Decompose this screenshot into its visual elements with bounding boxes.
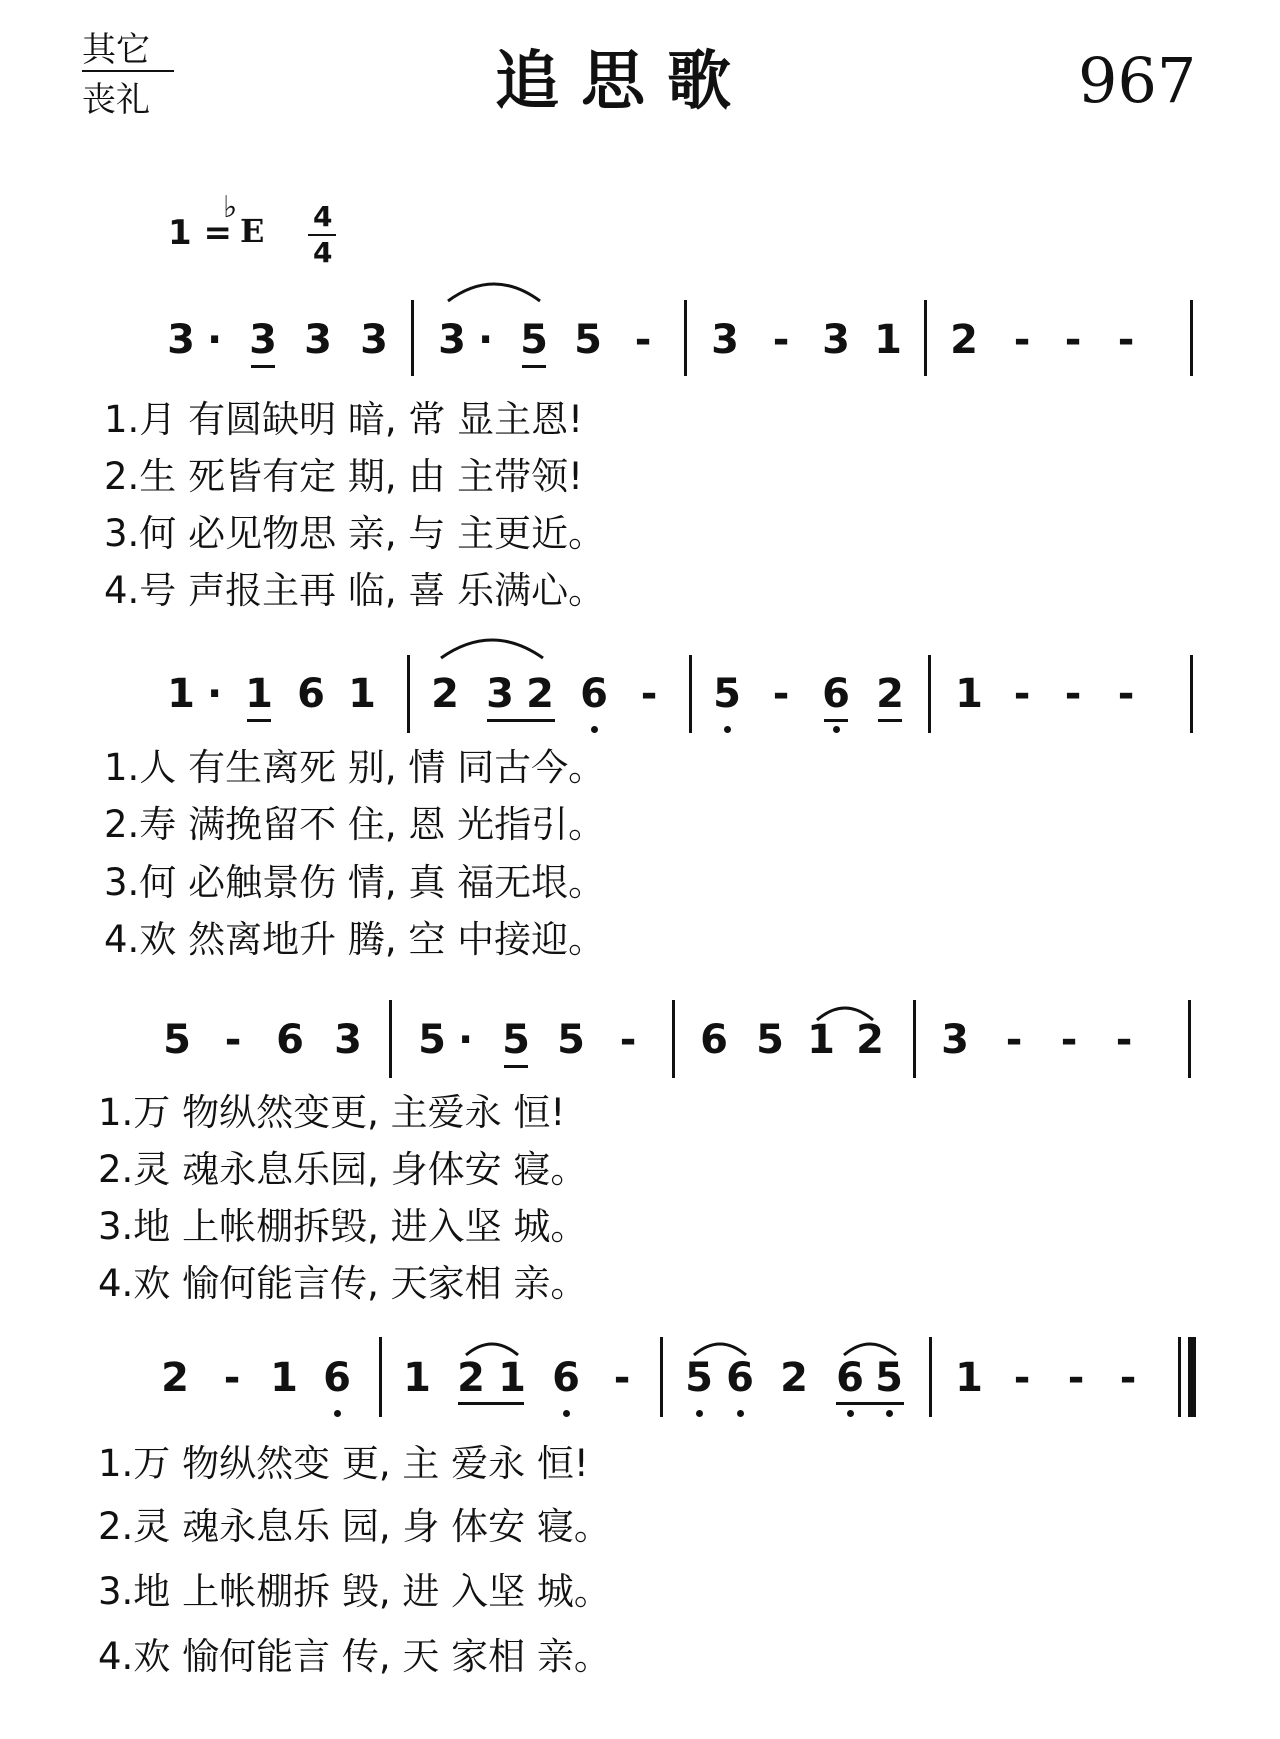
note: 3 [304, 317, 332, 363]
note: 6 [822, 671, 850, 717]
note: 5 [557, 1017, 585, 1063]
page-title: 追思歌 [495, 45, 753, 119]
note: 5 [163, 1017, 191, 1063]
note: 3 [360, 317, 388, 363]
underline [836, 1402, 904, 1405]
low-octave-dot [737, 1410, 744, 1417]
dash: - [772, 671, 790, 717]
note: 1 [807, 1017, 835, 1063]
lyric-line: 1.人 有生离死 别, 情 同古今。 [104, 746, 606, 789]
time-signature-top: 4 [313, 200, 333, 233]
dash: - [1013, 317, 1031, 363]
key-prefix: 1 = [168, 213, 232, 253]
hymn-number: 967 [1078, 44, 1197, 117]
note: 2 [950, 317, 978, 363]
dash: - [1064, 317, 1082, 363]
lyric-line: 4.欢 愉何能言 传, 天 家相 亲。 [98, 1635, 611, 1678]
dash: - [1064, 671, 1082, 717]
dash: - [1117, 317, 1135, 363]
underline [458, 1402, 524, 1405]
lyric-line: 3.地 上帐棚拆毁, 进入坚 城。 [98, 1205, 588, 1248]
key-letter: E [240, 212, 265, 250]
underline [878, 719, 902, 722]
note: 1 [348, 671, 376, 717]
low-octave-dot [696, 1410, 703, 1417]
note: 2 [856, 1017, 884, 1063]
low-octave-dot [563, 1410, 570, 1417]
note: 3 [711, 317, 739, 363]
note: 5 [685, 1355, 713, 1401]
category-bottom: 丧礼 [82, 80, 150, 120]
bar-line [672, 1000, 675, 1078]
underline [251, 365, 275, 368]
low-octave-dot [886, 1410, 893, 1417]
underline [824, 719, 848, 722]
note: 5 [756, 1017, 784, 1063]
lyric-line: 1.万 物纵然变更, 主爱永 恒! [98, 1091, 566, 1134]
lyric-line: 2.寿 满挽留不 住, 恩 光指引。 [104, 803, 606, 846]
lyric-line: 3.何 必触景伤 情, 真 福无垠。 [104, 861, 606, 904]
lyric-line: 4.号 声报主再 临, 喜 乐满心。 [104, 569, 606, 612]
dash: - [1013, 1355, 1031, 1401]
bar-line [928, 655, 931, 733]
note: 3 [822, 317, 850, 363]
note: 1 [270, 1355, 298, 1401]
note: 3 [941, 1017, 969, 1063]
note: 6 [297, 671, 325, 717]
lyric-line: 4.欢 愉何能言传, 天家相 亲。 [98, 1262, 588, 1305]
note: 3 [167, 317, 195, 363]
note: 6 [836, 1355, 864, 1401]
augmentation-dot: · [458, 1017, 474, 1063]
slur [462, 1337, 522, 1357]
note: 2 [876, 671, 904, 717]
dash: - [1067, 1355, 1085, 1401]
lyric-line: 3.地 上帐棚拆 毁, 进 入坚 城。 [98, 1570, 611, 1613]
dash: - [640, 671, 658, 717]
lyric-line: 1.万 物纵然变 更, 主 爱永 恒! [98, 1442, 589, 1485]
final-bar-line [1188, 1337, 1196, 1417]
lyric-line: 2.灵 魂永息乐园, 身体安 寝。 [98, 1148, 588, 1191]
dash: - [1005, 1017, 1023, 1063]
note: 6 [323, 1355, 351, 1401]
dash: - [1060, 1017, 1078, 1063]
bar-line [389, 1000, 392, 1078]
dash: - [613, 1355, 631, 1401]
note: 6 [700, 1017, 728, 1063]
note: 6 [726, 1355, 754, 1401]
note: 3 [438, 317, 466, 363]
note: 6 [552, 1355, 580, 1401]
low-octave-dot [847, 1410, 854, 1417]
bar-line [684, 300, 687, 376]
dash: - [772, 317, 790, 363]
lyric-line: 2.生 死皆有定 期, 由 主带领! [104, 455, 583, 498]
dash: - [224, 1017, 242, 1063]
slur [690, 1337, 750, 1357]
note: 1 [245, 671, 273, 717]
lyric-line: 3.何 必见物思 亲, 与 主更近。 [104, 512, 606, 555]
note: 6 [580, 671, 608, 717]
note: 1 [498, 1355, 526, 1401]
note: 3 [486, 671, 514, 717]
note: 2 [526, 671, 554, 717]
note: 1 [874, 317, 902, 363]
note: 1 [403, 1355, 431, 1401]
underline [522, 365, 546, 368]
bar-line [660, 1337, 663, 1417]
slur [444, 275, 544, 305]
dash: - [1117, 671, 1135, 717]
augmentation-dot: · [207, 317, 223, 363]
bar-line [924, 300, 927, 376]
bar-line [407, 655, 410, 733]
dash: - [619, 1017, 637, 1063]
note: 5 [418, 1017, 446, 1063]
dash: - [1013, 671, 1031, 717]
bar-line [689, 655, 692, 733]
lyric-line: 4.欢 然离地升 腾, 空 中接迎。 [104, 918, 606, 961]
note: 3 [334, 1017, 362, 1063]
bar-line [379, 1337, 382, 1417]
note: 5 [502, 1017, 530, 1063]
note: 6 [276, 1017, 304, 1063]
augmentation-dot: · [207, 671, 223, 717]
note: 1 [955, 671, 983, 717]
dash: - [634, 317, 652, 363]
category-top: 其它 [82, 30, 150, 70]
note: 2 [457, 1355, 485, 1401]
low-octave-dot [334, 1410, 341, 1417]
note: 5 [713, 671, 741, 717]
underline [504, 1065, 528, 1068]
lyric-line: 2.灵 魂永息乐 园, 身 体安 寝。 [98, 1505, 611, 1548]
lyric-line: 1.月 有圆缺明 暗, 常 显主恩! [104, 398, 583, 441]
slur [813, 1000, 877, 1022]
dash: - [223, 1355, 241, 1401]
flat-icon: ♭ [223, 190, 238, 225]
time-signature-bottom: 4 [313, 236, 333, 269]
note: 5 [520, 317, 548, 363]
dash: - [1119, 1355, 1137, 1401]
slur [840, 1337, 900, 1357]
category-divider [82, 70, 174, 72]
low-octave-dot [833, 726, 840, 733]
bar-line [1190, 300, 1193, 376]
note: 2 [780, 1355, 808, 1401]
bar-line [913, 1000, 916, 1078]
bar-line [1178, 1337, 1181, 1417]
underline [247, 719, 271, 722]
dash: - [1115, 1017, 1133, 1063]
bar-line [1190, 655, 1193, 733]
low-octave-dot [591, 726, 598, 733]
note: 1 [167, 671, 195, 717]
bar-line [1188, 1000, 1191, 1078]
low-octave-dot [724, 726, 731, 733]
note: 2 [161, 1355, 189, 1401]
note: 3 [249, 317, 277, 363]
note: 5 [574, 317, 602, 363]
bar-line [411, 300, 414, 376]
underline [487, 719, 555, 722]
note: 5 [875, 1355, 903, 1401]
note: 2 [431, 671, 459, 717]
slur [437, 630, 547, 662]
note: 1 [955, 1355, 983, 1401]
bar-line [929, 1337, 932, 1417]
augmentation-dot: · [478, 317, 494, 363]
